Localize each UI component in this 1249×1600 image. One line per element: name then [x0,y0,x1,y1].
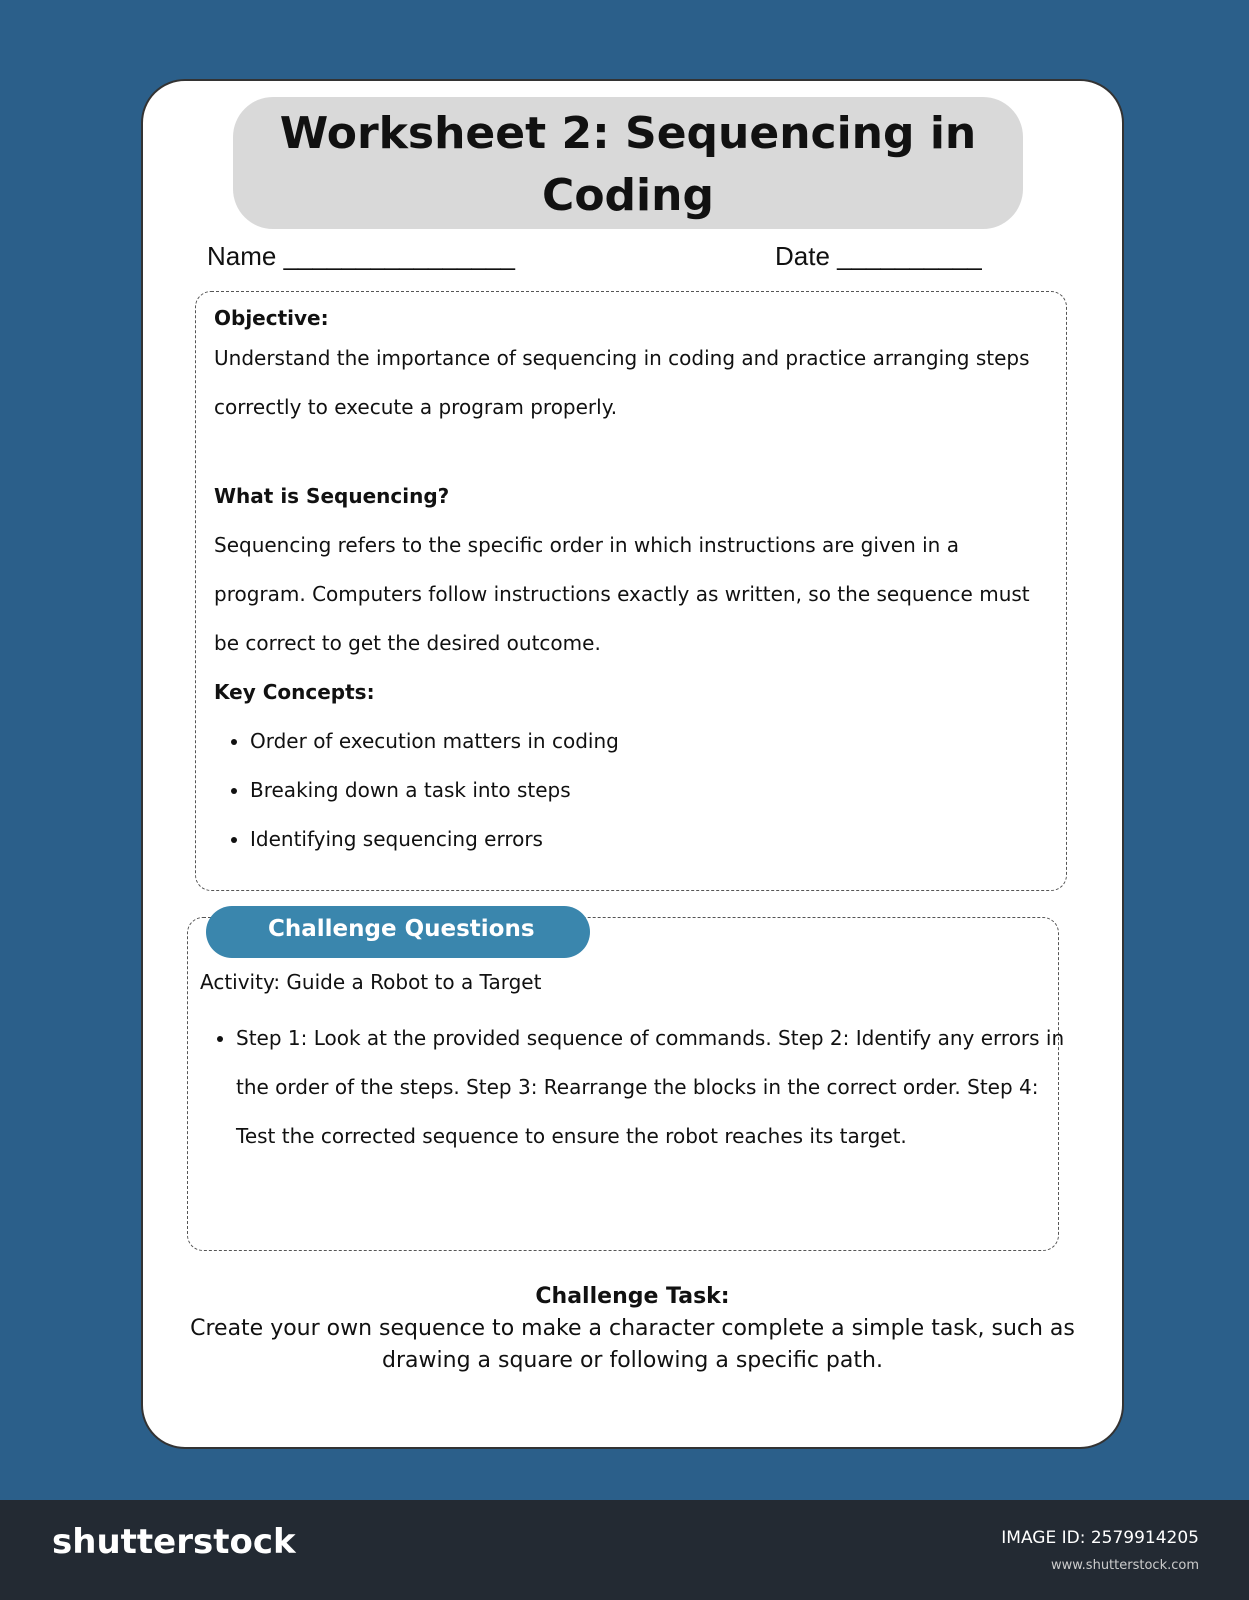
what-heading: What is Sequencing? [214,484,450,508]
list-item: • Order of execution matters in coding [250,717,1048,766]
image-id: IMAGE ID: 2579914205 [1001,1528,1199,1548]
objective-heading: Objective: [214,306,329,330]
what-text: Sequencing refers to the specific order in which instructions are given in a program. Computers follow instructions exactly as written, so the sequence must be correct to get the desired outcome. [214,533,1030,655]
challenge-pill: Challenge Questions [206,906,590,958]
footer-url: www.shutterstock.com [1050,1558,1199,1573]
worksheet [141,79,1124,1449]
key-heading: Key Concepts: [214,680,375,704]
activity-text: Activity: Guide a Robot to a Target [200,970,542,994]
logo: shutterstock [52,1522,296,1562]
footer [0,1500,1249,1600]
task-text: Create your own sequence to make a character complete a simple task, such as drawing a square or following a specific path. [190,1316,1075,1373]
info-box [195,291,1067,891]
list-item: • Breaking down a task into steps [250,766,1048,815]
steps-text: • Step 1: Look at the provided sequence of commands. Step 2: Identify any errors in the order of the steps. Step 3: Rearrange the blocks in the correct order. Step 4: Test the corrected sequence to ensure the robot reaches its target. [236,1014,1066,1161]
name-field: Name ________________ [207,241,515,271]
task-heading: Challenge Task: [535,1284,730,1309]
challenge-box [187,916,1065,1251]
date-field: Date __________ [775,241,982,271]
objective-text: Understand the importance of sequencing in coding and practice arranging steps correctly to execute a program properly. [214,346,1030,419]
page-title: Worksheet 2: Sequencing in Coding [233,97,1023,229]
list-item: • Identifying sequencing errors [250,815,1048,864]
